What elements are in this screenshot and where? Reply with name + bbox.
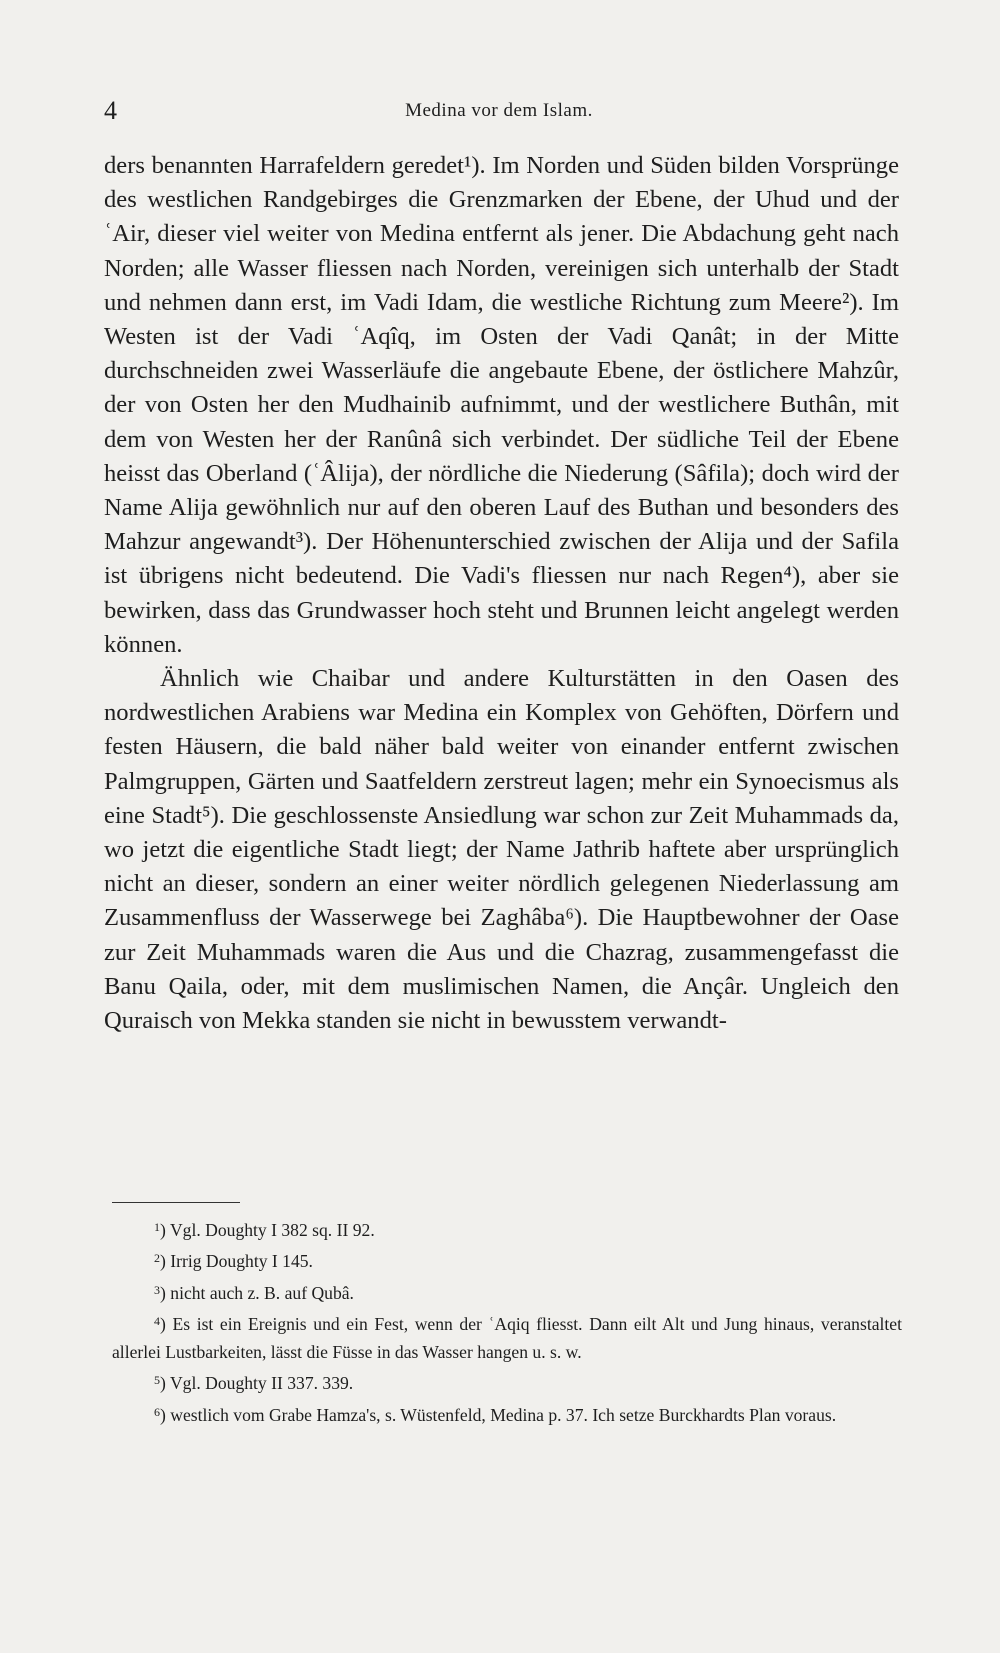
footnote-text: westlich vom Grabe Hamza's, s. Wüstenfeld, Medina p. 37. Ich setze Burckhardts Plan voraus. [170, 1404, 837, 1425]
footnote-number: 5 [154, 1373, 160, 1388]
footnote: $^1$) Vgl. Doughty I 382 sq. II 92. [154, 1220, 375, 1240]
footnote-number: 3 [154, 1282, 160, 1297]
footnote: $^4$) Es ist ein Ereignis und ein Fest, wenn der ʿAqiq fliesst. Dann eilt Alt und Jung hinaus, veranstaltet allerlei Lustbarkeiten, lässt die Füsse in das Wasser hangen u. s. w. [112, 1313, 902, 1363]
footnote-number: 1 [154, 1220, 160, 1234]
running-head: Medina vor dem Islam. [405, 100, 593, 121]
footnote-rule [112, 1202, 240, 1203]
footnote: $^2$) Irrig Doughty I 145. [154, 1251, 313, 1272]
paragraph: Ähnlich wie Chaibar und andere Kulturstätten in den Oasen des nordwestlichen Arabiens war Medina ein Komplex von Gehöften, Dörfern und festen Häusern, die bald näher bald weiter von einander entfernt zwischen Palmgruppen, Gärten und Saatfeldern zerstreut lagen; mehr ein Synoecismus als eine Stadt⁵). Die geschlossenste Ansiedlung war schon zur Zeit Muhammads da, wo jetzt die eigentliche Stadt liegt; der Name Jathrib haftete aber ursprünglich nicht an dieser, sondern an einer weiter nördlich gelegenen Niederlassung am Zusammenfluss der Wasserwege bei Zaghâba⁶). Die Hauptbewohner der Oase zur Zeit Muhammads waren die Aus und die Chazrag, zusammengefasst die Banu Qaila, oder, mit dem muslimischen Namen, die Ançâr. Ungleich den Quraisch von Mekka standen sie nicht in bewusstem verwandt- [104, 665, 899, 1035]
footnote-text: Irrig Doughty I 145. [170, 1251, 313, 1272]
footnote-text: Vgl. Doughty I 382 sq. II 92. [169, 1220, 375, 1240]
body-text [104, 149, 899, 1038]
footnote-text: Vgl. Doughty II 337. 339. [169, 1373, 354, 1394]
page-header [104, 96, 894, 136]
page-number: 4 [104, 96, 117, 125]
footnote: $^5$) Vgl. Doughty II 337. 339. [154, 1373, 354, 1394]
footnote-text: nicht auch z. B. auf Qubâ. [170, 1282, 354, 1303]
paragraph: ders benannten Harrafeldern geredet¹). Im Norden und Süden bilden Vorsprünge des westlichen Randgebirges die Grenzmarken der Ebene, der Uhud und der ʿAir, dieser viel weiter von Medina entfernt als jener. Die Abdachung geht nach Norden; alle Wasser fliessen nach Norden, vereinigen sich unterhalb der Stadt und nehmen dann erst, im Vadi Idam, die westliche Richtung zum Meere²). Im Westen ist der Vadi ʿAqîq, im Osten der Vadi Qanât; in der Mitte durchschneiden zwei Wasserläufe die angebaute Ebene, der östlichere Mahzûr, der von Osten her den Mudhainib aufnimmt, und der westlichere Buthân, mit dem von Westen her der Ranûnâ sich verbindet. Der südliche Teil der Ebene heisst das Oberland (ʿÂlija), der nördliche die Niederung (Sâfila); doch wird der Name Alija gewöhnlich nur auf den oberen Lauf des Buthan und besonders des Mahzur angewandt³). Der Höhenunterschied zwischen der Alija und der Safila ist übrigens nicht bedeutend. Die Vadi's fliessen nur nach Regen⁴), aber sie bewirken, dass das Grundwasser hoch steht und Brunnen leicht angelegt werden können. [104, 152, 899, 658]
footnote-number: 6 [154, 1404, 160, 1419]
footnote: $^3$) nicht auch z. B. auf Qubâ. [154, 1282, 354, 1303]
footnotes [112, 1213, 902, 1429]
footnote-number: 2 [154, 1251, 160, 1266]
footnote-text: Es ist ein Ereignis und ein Fest, wenn der ʿAqiq fliesst. Dann eilt Alt und Jung hinaus, veranstaltet allerlei Lustbarkeiten, lässt die Füsse in das Wasser hangen u. s. w. [112, 1313, 902, 1363]
footnote: $^6$) westlich vom Grabe Hamza's, s. Wüstenfeld, Medina p. 37. Ich setze Burckhardts Plan voraus. [154, 1404, 837, 1425]
footnote-number: 4 [154, 1313, 160, 1328]
